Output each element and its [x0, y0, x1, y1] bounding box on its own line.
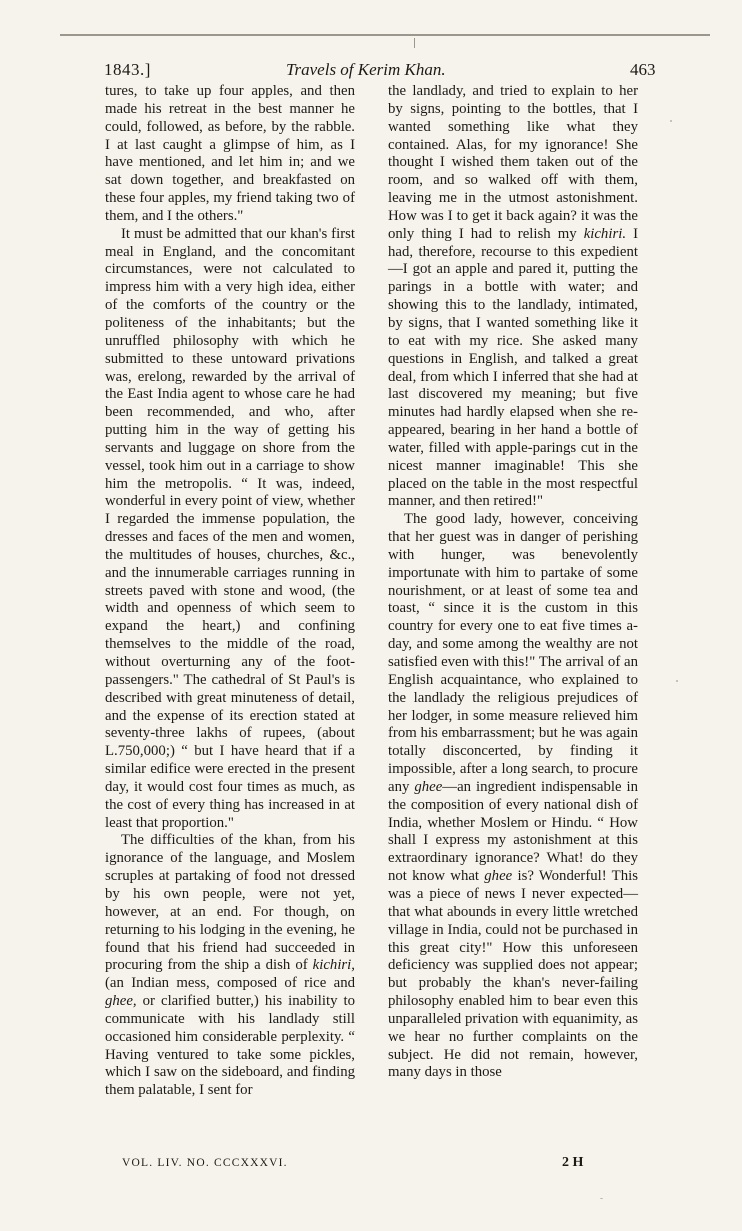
paper-speck [676, 680, 678, 682]
left-column [105, 83, 355, 1100]
text-run: is? Wonderful! This was a piece of news I never expected—that what abounds in every little wretched village in India, could not be purchased in this great city!" How this unforeseen deficiency was supplied does not appear; but probably the khan's never-failing philosophy enabled him to bear even this unparalleled privation with equanimity, as we hear no further complaints on the subject. He did not remain, however, many days in those [388, 868, 638, 1081]
italic-term: kichiri. [583, 225, 627, 242]
text-run: It must be admitted that our khan's first meal in England, and the concomitant circumstances, were not calculated to impress him with a very high idea, either of the comforts of the country or the politeness of the inhabitants; but the unruffled philosophy with which he submitted to these untoward privations was, erelong, rewarded by the arrival of the East India agent to whose care he had been recommended, and who, after putting him in the way of getting his servants and luggage on shore from the vessel, took him out in a carriage to show him the metropolis. “ It was, indeed, wonderful in every point of view, whether I regarded the immense population, the dresses and faces of the men and women, the multitudes of houses, churches, &c., and the innumerable carriages running in streets paved with stone and wood, (the width and openness of which seem to expand the heart,) and confining themselves to the middle of the road, without overturning any of the foot-passengers." The cathedral of St Paul's is described with great minuteness of detail, and the expense of its erection stated at seventy-three lakhs of rupees, (about L.750,000;) “ but I have heard that if a similar edifice were erected in the present day, it would cost four times as much, as the cost of every thing has increased in at least that proportion." [105, 225, 355, 831]
text-run: or clarified butter,) his inability to communicate with his landlady still occasioned him considerable perplexity. “ Having ventured to take some pickles, which I saw on the sideboard, and finding them palatable, I sent for [105, 993, 355, 1099]
right-column [388, 83, 638, 1082]
top-mark [414, 38, 415, 48]
volume-line: VOL. LIV. NO. CCCXXXVI. [122, 1157, 288, 1169]
text-run: —an ingredient indispensable in the composition of every national dish of India, whether Moslem or Hindu. “ How shall I express my astonishment at this extraordinary ignorance? What! do they not know what [388, 778, 638, 885]
paragraph [388, 83, 638, 511]
signature-mark: 2 H [562, 1155, 584, 1170]
text-run: (an Indian mess, composed of rice and [105, 975, 355, 992]
top-rule [60, 34, 710, 36]
running-header [0, 60, 742, 84]
page-footer [0, 1157, 742, 1177]
text-run: I had, therefore, recourse to this expedient—I got an apple and pared it, putting the parings in a bottle with water; and showing this to the landlady, intimated, by signs, that I wanted something like it to eat with my rice. She asked many questions in English, and talked a great deal, from which I inferred that she had at last discovered my meaning; but five minutes had hardly elapsed when she re-appeared, bearing in her hand a bottle of water, filled with apple-parings cut in the nicest manner imaginable! This she placed on the table in the most respectful manner, and then retired!" [388, 225, 638, 510]
page-number: 463 [630, 60, 656, 79]
paper-speck [600, 1198, 603, 1199]
paragraph [105, 83, 355, 226]
paper-speck [670, 120, 672, 122]
text-run: the landlady, and tried to explain to her by signs, pointing to the bottles, that I wanted something like what they contained. Alas, for my ignorance! She thought I wished them taken out of the room, and so walked off with them, leaving me in the utmost astonishment. How was I to get it back again? it was the only thing I had to relish my [388, 83, 638, 242]
header-title: Travels of Kerim Khan. [286, 60, 446, 79]
paragraph [388, 511, 638, 1082]
text-run: tures, to take up four apples, and then made his retreat in the best manner he could, followed, as before, by the rabble. I at last caught a glimpse of him, as I have mentioned, and let him in; and we sat down together, and breakfasted on these four apples, my friend taking two of them, and I the others." [105, 83, 355, 224]
italic-term: ghee, [105, 993, 137, 1010]
paragraph [105, 226, 355, 833]
header-year: 1843.] [104, 60, 151, 79]
paragraph [105, 832, 355, 1100]
italic-term: ghee [414, 778, 443, 795]
italic-term: ghee [484, 868, 513, 885]
italic-term: kichiri, [312, 957, 355, 974]
text-run: The good lady, however, conceiving that her guest was in danger of perishing with hunger, was benevolently importunate with him to partake of some nourishment, or at least of some tea and toast, “ since it is the custom in this country for every one to eat five times a-day, and some among the wealthy are not satisfied even with this!" The arrival of an English acquaintance, who explained to the landlady the religious prejudices of her lodger, in some measure relieved him from his embarrassment; but he was again totally disconcerted, by finding it impossible, after a long search, to procure any [388, 511, 638, 795]
text-run: The difficulties of the khan, from his ignorance of the language, and Moslem scruples at partaking of food not dressed by his own people, were not yet, however, at an end. For though, on returning to his lodging in the evening, he found that his friend had succeeded in procuring from the ship a dish of [105, 832, 355, 974]
